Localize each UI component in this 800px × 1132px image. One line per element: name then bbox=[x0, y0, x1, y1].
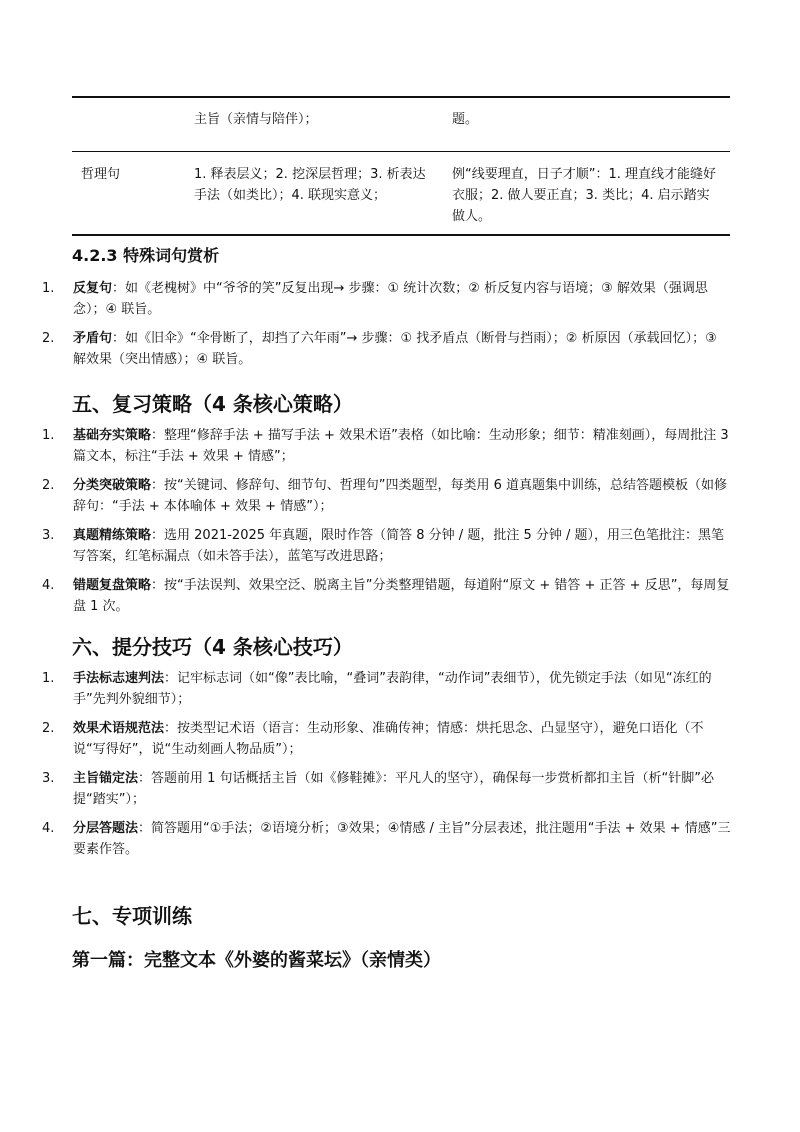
table-cell-example: 例“线要理直，日子才顺”：1. 理直线才能缝好衣服；2. 做人要正直；3. 类比；4. 启示踏实做人。 bbox=[452, 152, 730, 236]
item-text: ：简答题用“①手法；②语境分析；③效果；④情感 / 主旨”分层表述，批注题用“手法 + 效果 + 情感”三要素作答。 bbox=[73, 821, 731, 857]
item-label: 错题复盘策略 bbox=[73, 578, 152, 593]
subsection-title: 4.2.3 特殊词句赏析 bbox=[72, 246, 220, 265]
list-number: 2. bbox=[42, 478, 55, 493]
table-row bbox=[72, 97, 730, 152]
table-cell-example: 题。 bbox=[452, 97, 730, 152]
section-title-special-training: 七、专项训练 bbox=[72, 904, 192, 928]
item-text: ：选用 2021-2025 年真题，限时作答（简答 8 分钟 / 题，批注 5 分钟 / 题），用三色笔批注：黑笔写答案，红笔标漏点（如未答手法），蓝笔写改进思路； bbox=[73, 528, 724, 564]
item-text: ：答题前用 1 句话概括主旨（如《修鞋摊》：平凡人的坚守），确保每一步赏析都扣主旨（析“针脚”必提“踏实”）； bbox=[73, 771, 715, 807]
table-cell-steps: 1. 释表层义；2. 挖深层哲理；3. 析表达手法（如类比）；4. 联现实意义； bbox=[194, 152, 452, 236]
item-label: 手法标志速判法 bbox=[73, 671, 165, 686]
list-number: 4. bbox=[42, 578, 55, 593]
item-text: ：按“关键词、修辞句、细节句、哲理句”四类题型，每类用 6 道真题集中训练，总结答题模板（如修辞句：“手法 + 本体喻体 + 效果 + 情感”）； bbox=[73, 478, 728, 514]
article-title: 第一篇：完整文本《外婆的酱菜坛》（亲情类） bbox=[72, 950, 441, 971]
list-item bbox=[42, 768, 732, 810]
item-label: 效果术语规范法 bbox=[73, 721, 165, 736]
item-label: 矛盾句 bbox=[73, 331, 113, 346]
table-cell-steps: 主旨（亲情与陪伴）； bbox=[194, 97, 452, 152]
item-text: ：记牢标志词（如“像”表比喻，“叠词”表韵律，“动作词”表细节），优先锁定手法（如见“冻红的手”先判外貌细节）； bbox=[73, 671, 712, 707]
item-label: 真题精练策略 bbox=[73, 528, 152, 543]
list-number: 1. bbox=[42, 671, 55, 686]
item-label: 基础夯实策略 bbox=[73, 428, 152, 443]
list-item bbox=[42, 278, 732, 320]
list-number: 3. bbox=[42, 528, 55, 543]
table-row bbox=[72, 152, 730, 236]
list-number: 4. bbox=[42, 821, 55, 836]
item-label: 主旨锚定法 bbox=[73, 771, 139, 786]
list-item bbox=[42, 575, 732, 617]
item-label: 分类突破策略 bbox=[73, 478, 152, 493]
list-item bbox=[42, 818, 732, 860]
list-number: 3. bbox=[42, 771, 55, 786]
list-item bbox=[42, 525, 732, 567]
list-number: 2. bbox=[42, 331, 55, 346]
analysis-table bbox=[72, 96, 730, 236]
item-text: ：按类型记术语（语言：生动形象、准确传神；情感：烘托思念、凸显坚守），避免口语化（不说“写得好”，说“生动刻画人物品质”）； bbox=[73, 721, 704, 757]
list-number: 2. bbox=[42, 721, 55, 736]
review-strategy-list bbox=[42, 425, 732, 625]
special-sentence-list bbox=[42, 278, 732, 378]
list-item bbox=[42, 328, 732, 370]
list-item bbox=[42, 425, 732, 467]
list-item bbox=[42, 475, 732, 517]
section-title-review-strategy: 五、复习策略（4 条核心策略） bbox=[72, 392, 353, 416]
list-number: 1. bbox=[42, 428, 55, 443]
list-number: 1. bbox=[42, 281, 55, 296]
table-cell-type bbox=[72, 97, 194, 152]
item-label: 反复句 bbox=[73, 281, 113, 296]
section-title-score-tips: 六、提分技巧（4 条核心技巧） bbox=[72, 635, 353, 659]
score-tips-list bbox=[42, 668, 732, 868]
item-text: ：如《旧伞》“伞骨断了，却挡了六年雨”→ 步骤：① 找矛盾点（断骨与挡雨）；② 析原因（承载回忆）；③ 解效果（突出情感）；④ 联旨。 bbox=[73, 331, 717, 367]
item-text: ：按“手法误判、效果空泛、脱离主旨”分类整理错题，每道附“原文 + 错答 + 正答 + 反思”，每周复盘 1 次。 bbox=[73, 578, 730, 614]
table-cell-type: 哲理句 bbox=[72, 152, 194, 236]
list-item bbox=[42, 668, 732, 710]
item-text: ：如《老槐树》中“爷爷的笑”反复出现→ 步骤：① 统计次数；② 析反复内容与语境；③ 解效果（强调思念）；④ 联旨。 bbox=[73, 281, 708, 317]
item-label: 分层答题法 bbox=[73, 821, 139, 836]
list-item bbox=[42, 718, 732, 760]
item-text: ：整理“修辞手法 + 描写手法 + 效果术语”表格（如比喻：生动形象；细节：精准刻画），每周批注 3 篇文本，标注“手法 + 效果 + 情感”； bbox=[73, 428, 729, 464]
